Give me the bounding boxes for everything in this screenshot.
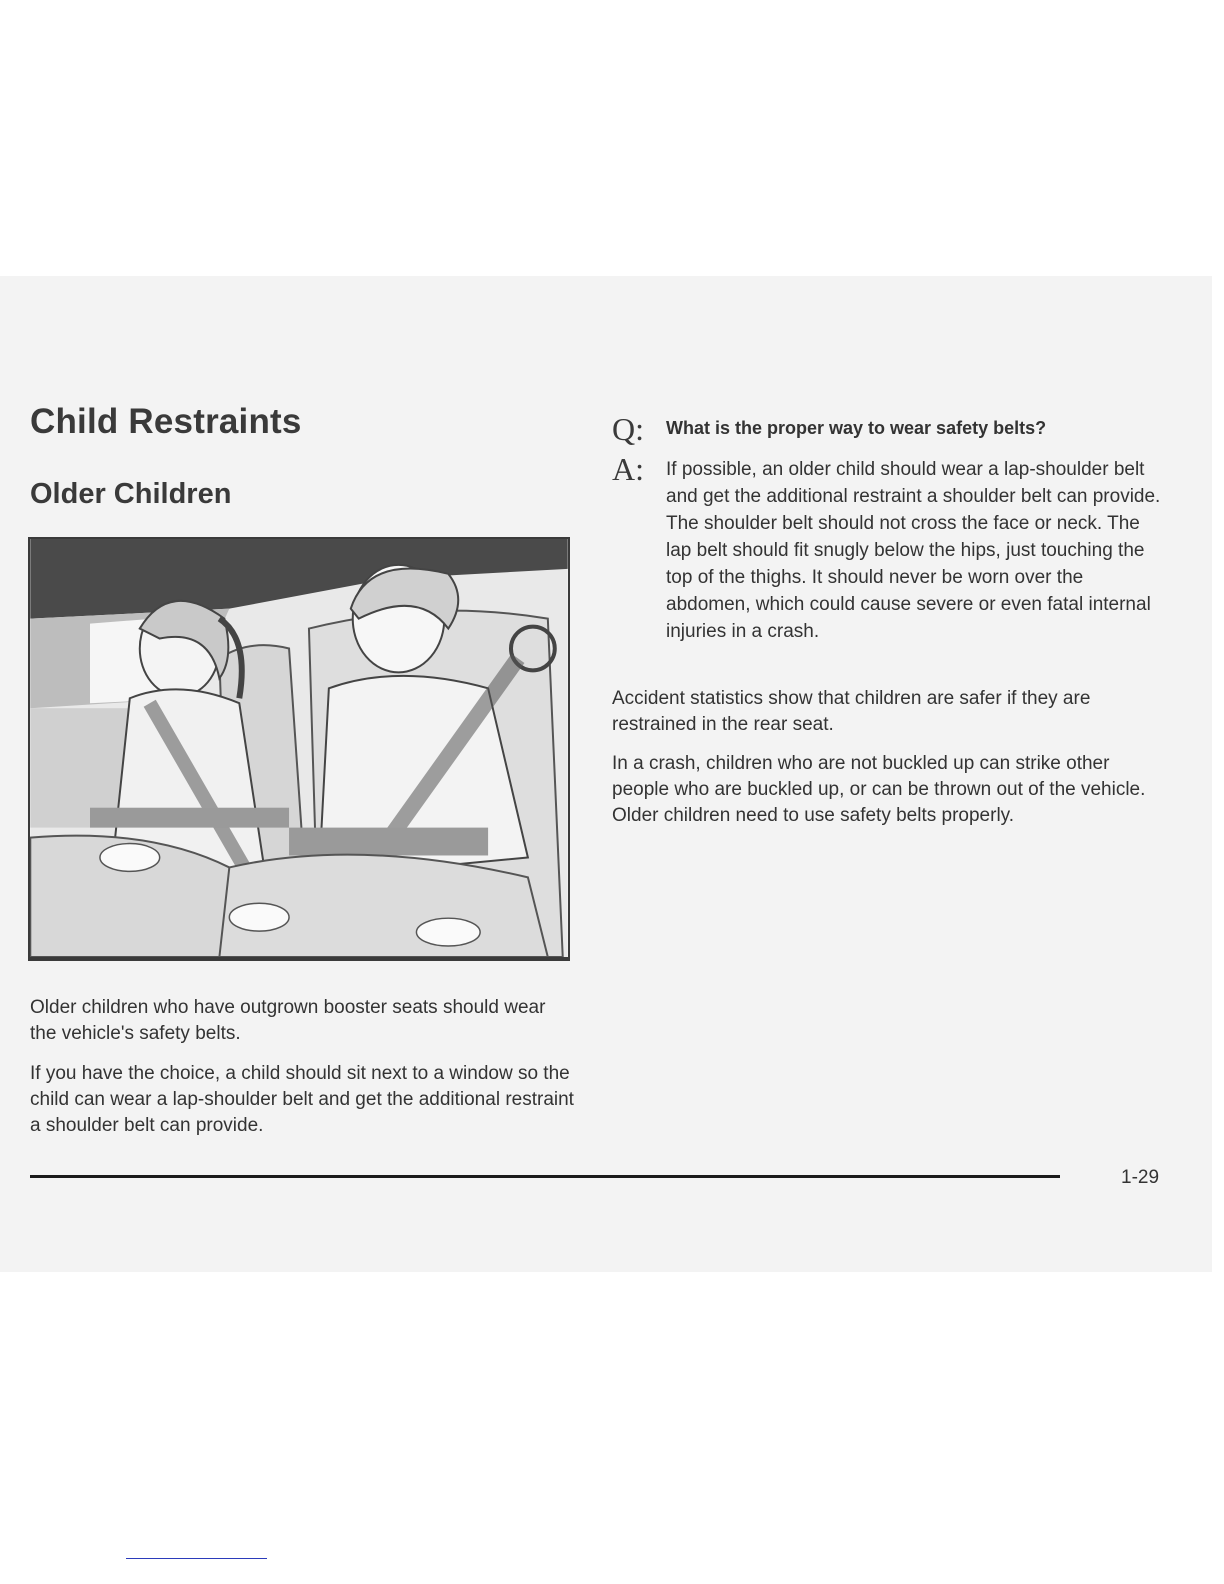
paragraph-window-seat: If you have the choice, a child should sit next to a window so the child can wear a lap-shoulder belt and get the additional restraint a shoulder belt can provide. bbox=[30, 1063, 574, 1136]
question-marker: Q: bbox=[612, 411, 644, 447]
paragraph-crash-risk: In a crash, children who are not buckled up can strike other people who are buckled up, or can be thrown out of the vehicle. Older children need to use safety belts properly. bbox=[612, 753, 1146, 826]
section-heading: Older Children bbox=[30, 478, 232, 510]
answer-text: If possible, an older child should wear a lap-shoulder belt and get the additional restraint a shoulder belt can provide. The shoulder belt should not cross the face or neck. The lap belt should fit snugly below the hips, just touching the top of the thighs. It should never be worn over the abdomen, which could cause severe or even fatal internal injuries in a crash. bbox=[666, 459, 1161, 642]
page-number: 1-29 bbox=[1121, 1167, 1160, 1188]
footer-divider bbox=[30, 1175, 1060, 1178]
children-wearing-safety-belts-illustration-icon bbox=[30, 539, 568, 957]
bottom-link-underline bbox=[126, 1558, 267, 1559]
question-text: What is the proper way to wear safety belts? bbox=[666, 418, 1047, 438]
paragraph-accident-statistics: Accident statistics show that children are safer if they are restrained in the rear seat. bbox=[612, 688, 1091, 735]
paragraph-outgrown-boosters: Older children who have outgrown booster seats should wear the vehicle's safety belts. bbox=[30, 997, 546, 1044]
page-title: Child Restraints bbox=[30, 402, 302, 441]
answer-marker: A: bbox=[612, 451, 644, 487]
children-safety-belt-illustration bbox=[28, 537, 570, 961]
